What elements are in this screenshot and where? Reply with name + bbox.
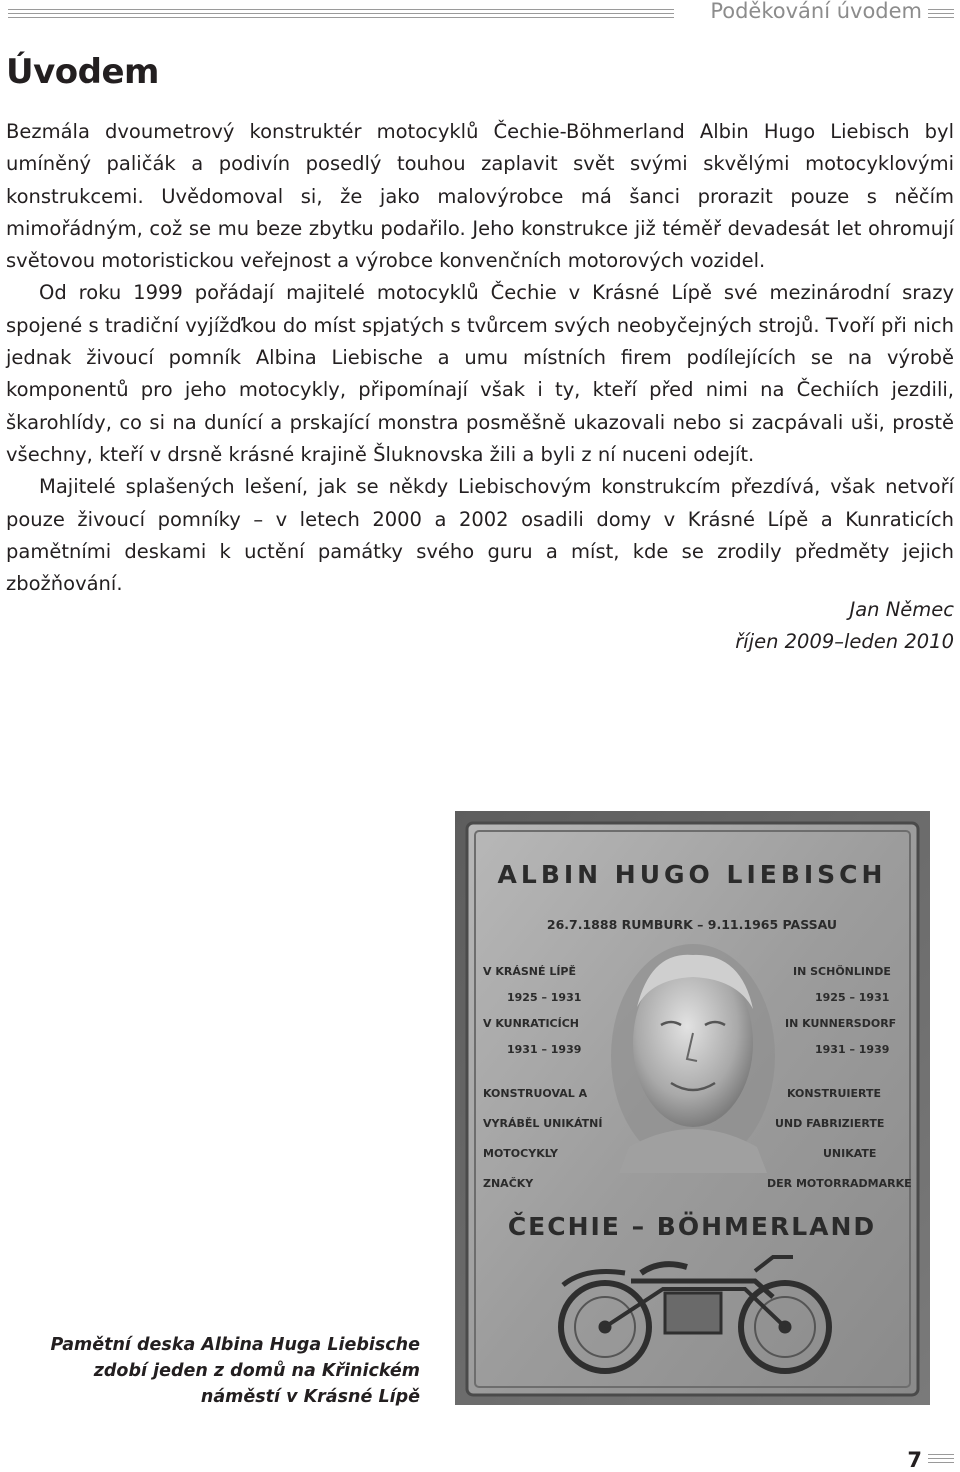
running-title: Poděkování úvodem [710, 0, 922, 23]
running-header [0, 0, 960, 30]
plaque-name: ALBIN HUGO LIEBISCH [497, 860, 887, 889]
header-rule-right [928, 9, 954, 20]
photo-caption: Pamětní deska Albina Huga Liebische zdobí jeden z domů na Křinickém náměstí v Krásné Lípě [50, 1335, 420, 1407]
paragraph-1: Bezmála dvoumetrový konstruktér motocyklů Čechie-Böhmerland Albin Hugo Liebisch byl umíněný paličák a podivín posedlý touhou zaplavit svět svými skvělými motocyklovými konstrukcemi. Uvědomoval si, že jako malovýrobce má šanci prorazit pouze s něčím mimořádným, což se mu beze zbytku podařilo. Jeho konstrukce již téměř devadesát let ohromují světovou motoristickou veřejnost a výrobce konvenčních motorových vozidel. [6, 120, 954, 273]
svg-text:1931 – 1939: 1931 – 1939 [507, 1043, 582, 1056]
svg-text:1925 – 1931: 1925 – 1931 [815, 991, 890, 1004]
svg-text:V KRÁSNÉ LÍPĚ: V KRÁSNÉ LÍPĚ [483, 965, 577, 978]
header-rule-left [8, 9, 674, 20]
svg-text:ZNAČKY: ZNAČKY [483, 1177, 534, 1190]
svg-text:VYRÁBĚL UNIKÁTNÍ: VYRÁBĚL UNIKÁTNÍ [483, 1117, 603, 1130]
plaque-dates: 26.7.1888 RUMBURK – 9.11.1965 PASSAU [546, 917, 838, 932]
page-number: 7 [907, 1448, 922, 1472]
paragraph-3: Majitelé splašených lešení, jak se někdy Liebischovým konstrukcím přezdívá, však netvoří pouze živoucí pomníky – v letech 2000 a 2002 osadili domy v Krásné Lípě a Kunraticích pamětními deskami k uctění památky svého guru a míst, kde se zrodily předměty jejich zbožňování. [6, 475, 954, 596]
page-footer [0, 1448, 960, 1472]
svg-text:IN SCHÖNLINDE: IN SCHÖNLINDE [793, 965, 891, 978]
body-text [6, 116, 954, 600]
footer-rule-right [928, 1454, 954, 1465]
svg-text:KONSTRUIERTE: KONSTRUIERTE [787, 1087, 882, 1100]
svg-text:IN KUNNERSDORF: IN KUNNERSDORF [785, 1017, 897, 1030]
signature-date: říjen 2009–leden 2010 [735, 630, 954, 653]
plaque-brand: ČECHIE – BÖHMERLAND [507, 1212, 877, 1241]
memorial-plaque-photo [455, 811, 930, 1405]
svg-text:UND FABRIZIERTE: UND FABRIZIERTE [775, 1117, 885, 1130]
signature [735, 594, 954, 658]
svg-text:UNIKATE: UNIKATE [823, 1147, 877, 1160]
svg-text:1931 – 1939: 1931 – 1939 [815, 1043, 890, 1056]
svg-text:1925 – 1931: 1925 – 1931 [507, 991, 582, 1004]
svg-text:V KUNRATICÍCH: V KUNRATICÍCH [483, 1017, 579, 1030]
svg-text:MOTOCYKLY: MOTOCYKLY [483, 1147, 558, 1160]
paragraph-2: Od roku 1999 pořádají majitelé motocyklů Čechie v Krásné Lípě své mezinárodní srazy spojené s tradiční vyjížďkou do míst spjatých s tvůrcem svých neobyčejných strojů. Tvoří při nich jednak živoucí pomník Albina Liebische a umu místních firem podílejících se na výrobě komponentů pro jeho motocykly, připomínají však i ty, kteří před nimi na Čechiích jezdili, škarohlídy, co si na dunící a prskající monstra posměšně ukazovali nebo si zacpávali uši, prostě všechny, kteří v drsně krásné krajině Šluknovska žili a byli z ní nuceni odejít. [6, 281, 954, 466]
signature-author: Jan Němec [849, 598, 954, 621]
svg-text:DER MOTORRADMARKE: DER MOTORRADMARKE [767, 1177, 912, 1190]
chapter-title: Úvodem [6, 52, 159, 92]
svg-text:KONSTRUOVAL A: KONSTRUOVAL A [483, 1087, 588, 1100]
